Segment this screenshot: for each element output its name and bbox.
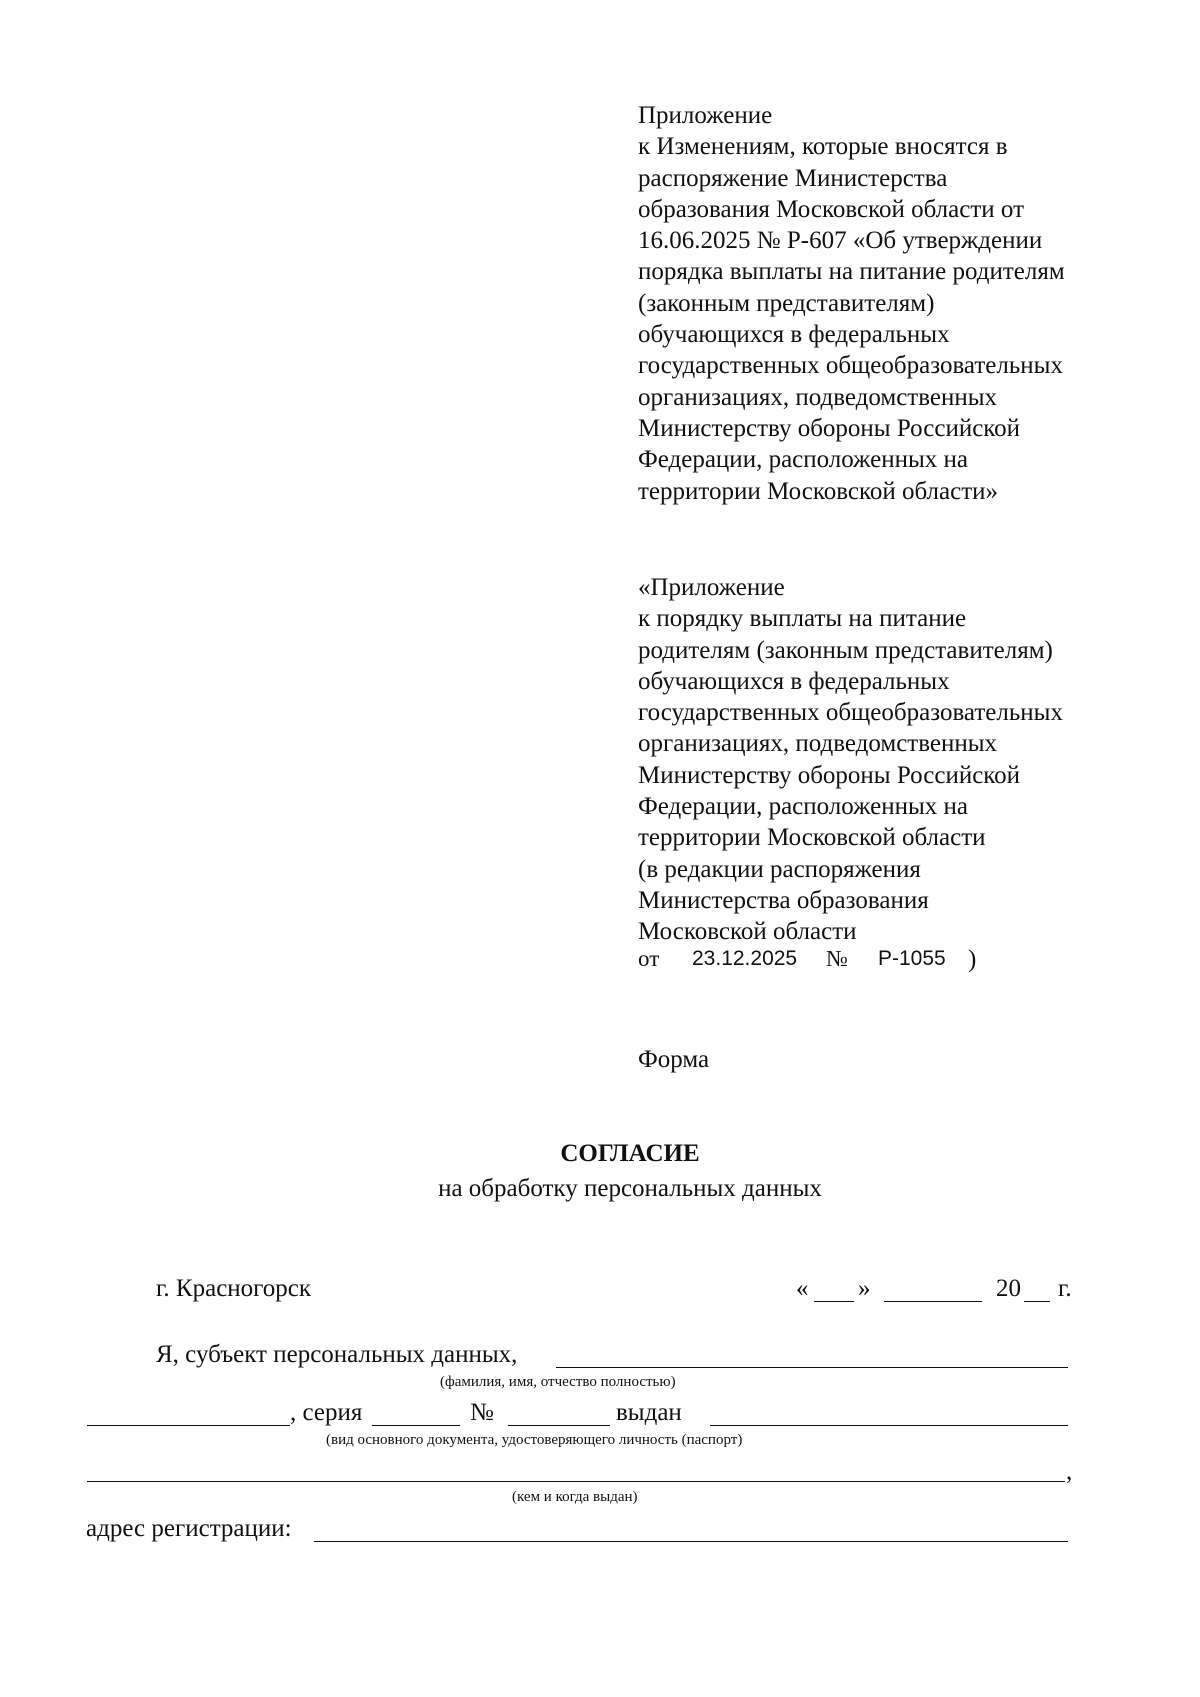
date-close-quote: » [858,1275,871,1302]
year-prefix: 20 [996,1275,1021,1302]
form-label: Форма [638,1046,710,1073]
annex-header [638,100,1065,507]
city: г. Красногорск [156,1275,312,1302]
year-field[interactable] [1024,1301,1050,1302]
subject-label: Я, субъект персональных данных, [156,1341,518,1368]
order-date: 23.12.2025 [692,947,798,970]
order-number: Р-1055 [878,947,946,970]
year-suffix: г. [1058,1275,1072,1302]
annex-line: Министерства образования [638,886,929,914]
annex-line: Федерации, расположенных на [638,446,968,474]
document-title: СОГЛАСИЕ [560,1140,700,1167]
annex-line: организациях, подведомственных [638,730,998,758]
date-prefix: от [638,946,660,971]
annex-line: к Изменениям, которые вносятся в [638,133,1008,161]
document-subtitle: на обработку персональных данных [438,1175,822,1202]
issued-by-details-field[interactable] [87,1481,1065,1482]
annex-line: Московской области [638,918,857,946]
annex-line: 16.06.2025 № Р-607 «Об утверждении [638,227,1043,255]
month-field[interactable] [884,1301,982,1302]
annex-line: к порядку выплаты на питание [638,605,967,633]
issued-comma: , [1066,1458,1073,1485]
annex-line: обучающихся в федеральных [638,321,950,349]
doc-number-field[interactable] [508,1425,610,1426]
annex-line: обучающихся в федеральных [638,667,950,695]
annex-line: родителям (законным представителям) [638,636,1053,664]
annex-line: «Приложение [638,574,785,601]
document-caption: (вид основного документа, удостоверяющего личность (паспорт) [326,1432,743,1448]
annex-order-header [638,572,1063,948]
series-label: , серия [290,1399,363,1426]
address-field[interactable] [314,1541,1068,1542]
annex-line: распоряжение Министерства [638,164,948,192]
annex-line: (законным представителям) [638,289,935,317]
doc-number-label: № [470,1399,494,1426]
annex-line: государственных общеобразовательных [638,699,1063,727]
annex-line: Министерству обороны Российской [638,414,1021,442]
annex-line: образования Московской области от [638,195,1024,223]
date-open-quote: « [796,1275,809,1302]
issued-label: выдан [616,1399,682,1426]
full-name-field[interactable] [556,1367,1068,1368]
annex-line: государственных общеобразовательных [638,352,1063,380]
document-type-field[interactable] [87,1425,290,1426]
series-field[interactable] [372,1425,460,1426]
number-sign: № [826,946,848,971]
annex-line: территории Московской области [638,824,986,852]
issued-by-field[interactable] [710,1425,1068,1426]
issued-caption: (кем и когда выдан) [512,1489,638,1505]
close-paren: ) [968,946,977,973]
annex-line: (в редакции распоряжения [638,855,921,883]
address-label: адрес регистрации: [86,1515,292,1542]
annex-line: порядка выплаты на питание родителям [638,258,1065,286]
full-name-caption: (фамилия, имя, отчество полностью) [440,1374,676,1390]
annex-line: Министерству обороны Российской [638,761,1021,789]
annex-line: организациях, подведомственных [638,383,998,411]
day-field[interactable] [814,1301,854,1302]
annex-line: Приложение [638,102,773,129]
annex-line: Федерации, расположенных на [638,793,968,821]
annex-line: территории Московской области» [638,477,999,505]
